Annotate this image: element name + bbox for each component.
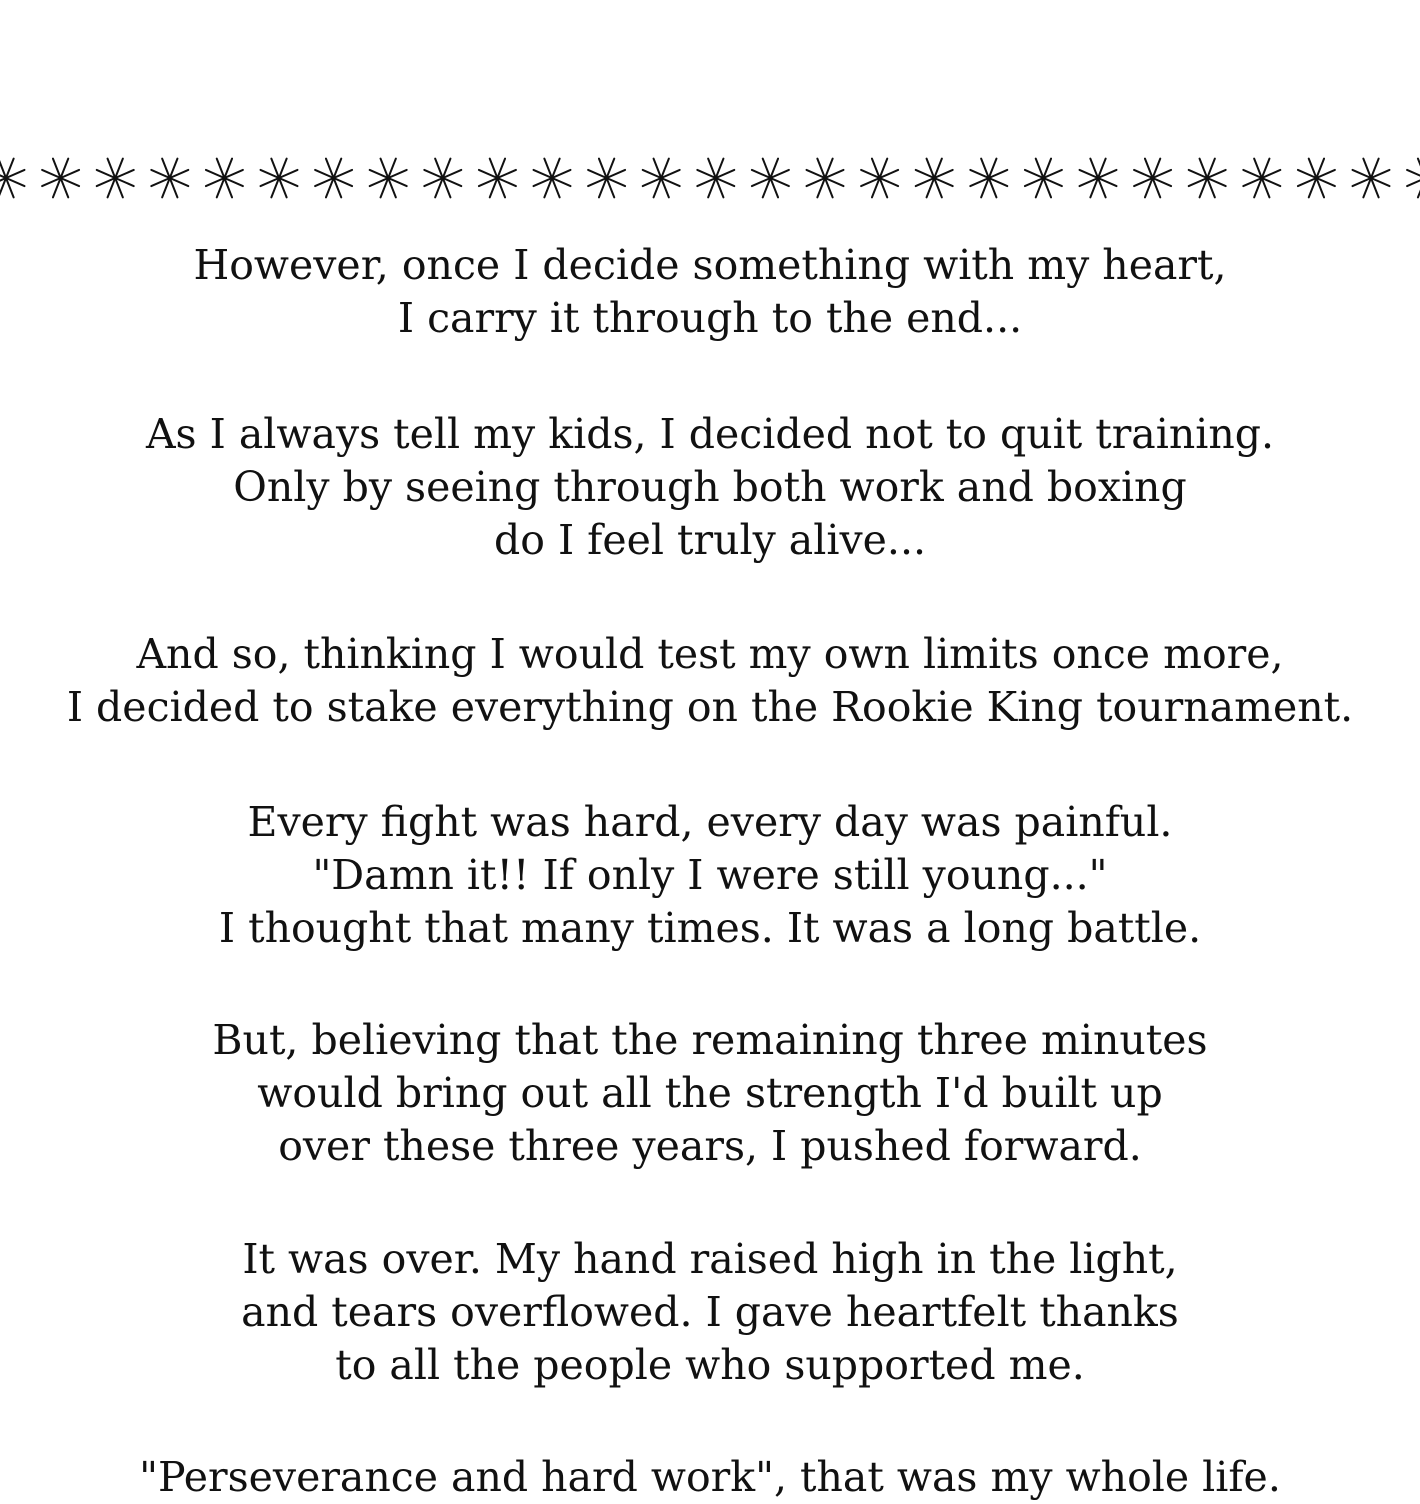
text-line: But, believing that the remaining three minutes [212,1016,1208,1064]
asterisk-star-icon [1025,159,1062,198]
text-line: I thought that many times. It was a long battle. [218,904,1202,952]
asterisk-star-icon [0,159,24,198]
paragraph-7 [0,1451,1420,1504]
text-line: to all the people who supported me. [335,1341,1085,1389]
text-line: Every fight was hard, every day was painful. [247,798,1173,846]
paragraph-2 [0,408,1420,567]
asterisk-star-icon [261,159,298,198]
asterisk-star-icon [1134,159,1171,198]
star-border-divider [0,150,1420,206]
asterisk-star-icon [42,159,79,198]
asterisk-star-icon [1243,159,1280,198]
paragraph-4 [0,796,1420,955]
text-line: and tears overflowed. I gave heartfelt thanks [241,1288,1179,1336]
text-line: Only by seeing through both work and boxing [233,463,1187,511]
paragraph-1 [0,239,1420,345]
asterisk-star-icon [697,159,734,198]
asterisk-star-icon [1189,159,1226,198]
text-line: As I always tell my kids, I decided not to quit training. [145,410,1275,458]
asterisk-star-icon [970,159,1007,198]
paragraph-5 [0,1014,1420,1173]
asterisk-star-icon [1080,159,1117,198]
asterisk-star-icon [534,159,571,198]
asterisk-star-icon [1298,159,1335,198]
text-line: I carry it through to the end... [397,294,1023,342]
text-line: do I feel truly alive... [493,516,927,564]
asterisk-star-icon [916,159,953,198]
asterisk-star-icon [588,159,625,198]
paragraph-3 [0,628,1420,734]
paragraph-6 [0,1233,1420,1392]
text-line: And so, thinking I would test my own limits once more, [136,630,1284,678]
asterisk-star-icon [424,159,461,198]
asterisk-star-icon [479,159,516,198]
asterisk-star-icon [1353,159,1390,198]
asterisk-star-icon [97,159,134,198]
text-line: over these three years, I pushed forward. [278,1122,1142,1170]
text-line: It was over. My hand raised high in the light, [242,1235,1178,1283]
asterisk-star-icon [315,159,352,198]
asterisk-star-icon [206,159,243,198]
text-line: I decided to stake everything on the Rookie King tournament. [66,683,1354,731]
asterisk-star-icon [861,159,898,198]
asterisk-star-icon [643,159,680,198]
asterisk-star-icon [1407,159,1420,198]
text-line: "Perseverance and hard work", that was my whole life. [139,1453,1281,1501]
asterisk-star-icon [370,159,407,198]
asterisk-star-icon [807,159,844,198]
text-line: However, once I decide something with my heart, [193,241,1227,289]
text-line: "Damn it!! If only I were still young..." [312,851,1108,899]
asterisk-star-icon-row [0,150,1420,206]
asterisk-star-icon [752,159,789,198]
asterisk-star-icon [151,159,188,198]
text-line: would bring out all the strength I'd built up [257,1069,1163,1117]
